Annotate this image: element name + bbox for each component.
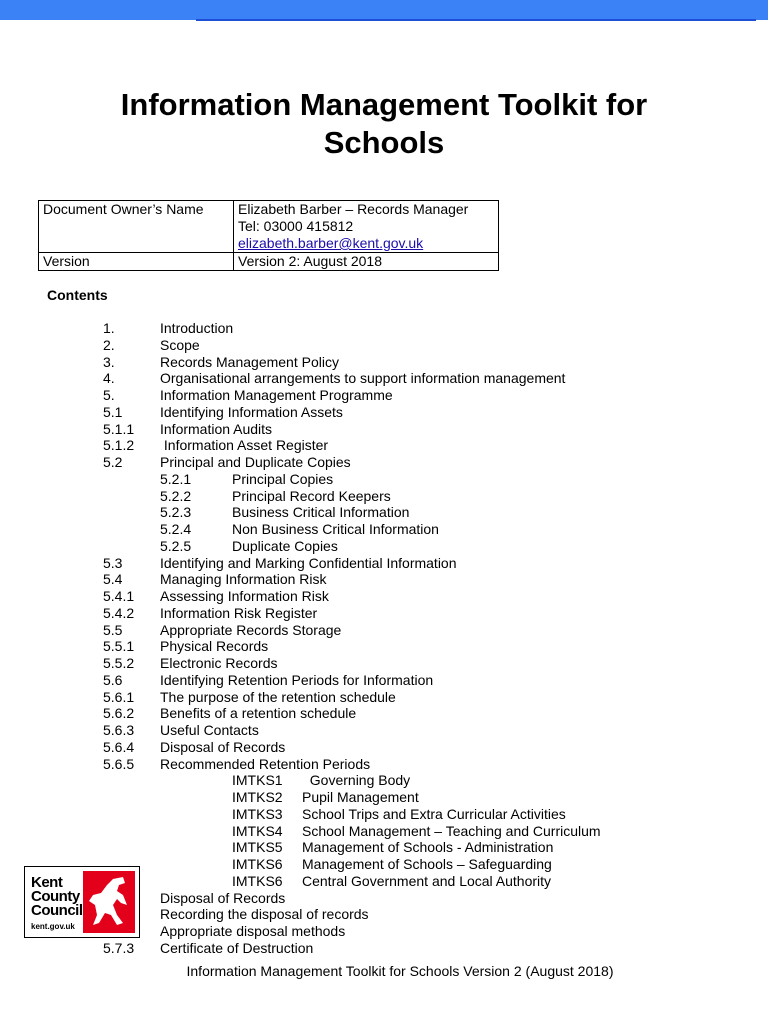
toc-entry-number: 5.2 (103, 454, 123, 470)
toc-entry-number: 5.1.1 (103, 420, 135, 437)
toc-entry-title: Electronic Records (160, 655, 278, 671)
toc-entry-title: Business Critical Information (232, 504, 410, 521)
toc-entry-number: 3. (103, 353, 115, 370)
toc-entry-title: Pupil Management (302, 789, 419, 805)
toc-entry-title: Appropriate disposal methods (160, 923, 346, 939)
toc-entry[interactable] (0, 655, 768, 672)
toc-entry-number: 5.2.4 (160, 521, 192, 537)
toc-entry-number: IMTKS1 (232, 772, 283, 789)
toc-entry-number: 5.4.2 (103, 604, 135, 621)
toc-entry[interactable] (0, 588, 768, 605)
white-horse-icon (83, 871, 135, 933)
toc-entry[interactable] (0, 705, 768, 722)
toc-entry[interactable] (0, 605, 768, 622)
toc-entry-title: Duplicate Copies (232, 537, 338, 554)
toc-entry[interactable] (0, 806, 768, 823)
toc-entry-number: 5.5 (103, 621, 123, 638)
toc-entry-number: 4. (103, 370, 115, 387)
toc-entry-title: Management of Schools – Safeguarding (302, 856, 552, 872)
toc-entry-number: 5.2.5 (160, 537, 192, 554)
owner-label-cell: Document Owner’s Name (39, 201, 234, 253)
toc-entry-title: Assessing Information Risk (160, 588, 329, 604)
contents-heading: Contents (47, 287, 108, 303)
toc-entry-number: 5.6.1 (103, 688, 135, 705)
toc-entry[interactable] (0, 504, 768, 521)
toc-entry-title: Information Management Programme (160, 387, 393, 403)
kent-county-council-logo (24, 866, 140, 938)
toc-entry-title: Principal Copies (232, 470, 334, 487)
toc-entry-number: 5.2.3 (160, 504, 192, 521)
toc-entry-number: IMTKS2 (232, 789, 283, 805)
toc-entry-title: Central Government and Local Authority (302, 872, 552, 889)
toc-entry-number: 5.4 (103, 571, 123, 588)
owner-value-cell (234, 201, 499, 253)
toc-entry[interactable] (0, 823, 768, 840)
toc-entry-number: 5.1 (103, 403, 123, 420)
toc-entry-number: 5.5.2 (103, 655, 135, 671)
toc-entry[interactable] (0, 739, 768, 756)
toc-entry[interactable] (0, 638, 768, 655)
document-owner-table (38, 200, 499, 271)
logo-name: Kent County Council (31, 874, 83, 919)
toc-entry[interactable] (0, 722, 768, 739)
toc-entry-title: Recommended Retention Periods (160, 755, 371, 772)
owner-phone-line: Tel: 03000 415812 (238, 218, 354, 234)
toc-entry-number: 5.1.2 (103, 437, 135, 454)
toc-entry-title: Physical Records (160, 638, 269, 655)
toc-entry[interactable] (0, 839, 768, 856)
toc-entry-number: 1. (103, 320, 115, 336)
toc-entry-number: IMTKS6 (232, 872, 283, 889)
toc-entry-number: 2. (103, 336, 115, 353)
document-title: Information Management Toolkit for Schools (120, 87, 648, 160)
owner-name-line: Elizabeth Barber – Records Manager (238, 201, 469, 217)
toc-entry[interactable] (0, 521, 768, 538)
toc-entry-title: Information Asset Register (160, 437, 329, 454)
toc-entry[interactable] (0, 789, 768, 806)
toc-entry[interactable] (0, 354, 768, 371)
toc-entry-number: 5.7.3 (103, 939, 135, 956)
toc-entry-title: Organisational arrangements to support information management (160, 370, 566, 387)
toc-entry-title: Identifying Information Assets (160, 403, 343, 420)
version-value-cell: Version 2: August 2018 (234, 253, 499, 271)
toc-entry-title: Disposal of Records (160, 889, 286, 906)
toc-entry[interactable] (0, 337, 768, 354)
toc-entry-title: Managing Information Risk (160, 571, 327, 588)
toc-entry-number: 5.4.1 (103, 588, 135, 604)
toc-entry-number: IMTKS6 (232, 856, 283, 872)
toc-entry-title: Benefits of a retention schedule (160, 705, 357, 722)
toc-entry[interactable] (0, 404, 768, 421)
toc-entry-number: IMTKS3 (232, 805, 283, 822)
table-of-contents (0, 320, 768, 957)
page-footer: Information Management Toolkit for Schools Version 2 (August 2018) (186, 963, 614, 979)
toc-entry-number: 5.3 (103, 554, 123, 571)
toc-entry-title: Recording the disposal of records (160, 906, 369, 923)
viewer-top-bar-accent (196, 19, 756, 21)
toc-entry-number: 5. (103, 387, 115, 403)
toc-entry[interactable] (0, 437, 768, 454)
toc-entry-title: Principal and Duplicate Copies (160, 454, 351, 470)
owner-email-link[interactable]: elizabeth.barber@kent.gov.uk (238, 235, 424, 251)
version-row (39, 253, 499, 271)
toc-entry-number: 5.6.2 (103, 705, 135, 722)
toc-entry-number: IMTKS5 (232, 839, 283, 856)
toc-entry-title: Records Management Policy (160, 353, 339, 370)
toc-entry[interactable] (0, 555, 768, 572)
toc-entry[interactable] (0, 756, 768, 773)
toc-entry[interactable] (0, 488, 768, 505)
toc-entry-title: Disposal of Records (160, 738, 286, 755)
toc-entry-title: Useful Contacts (160, 722, 259, 738)
toc-entry[interactable] (0, 538, 768, 555)
toc-entry-number: IMTKS4 (232, 822, 283, 839)
toc-entry-title: Scope (160, 336, 200, 353)
toc-entry[interactable] (0, 940, 768, 957)
toc-entry[interactable] (0, 320, 768, 337)
toc-entry[interactable] (0, 772, 768, 789)
toc-entry-title: Identifying Retention Periods for Information (160, 671, 434, 688)
toc-entry[interactable] (0, 370, 768, 387)
toc-entry[interactable] (0, 421, 768, 438)
logo-website: kent.gov.uk (31, 922, 75, 931)
toc-entry[interactable] (0, 471, 768, 488)
toc-entry[interactable] (0, 387, 768, 404)
toc-entry[interactable] (0, 689, 768, 706)
toc-entry-number: 5.2.1 (160, 470, 192, 487)
toc-entry[interactable] (0, 622, 768, 639)
toc-entry-title: The purpose of the retention schedule (160, 688, 396, 705)
toc-entry-title: Governing Body (302, 772, 411, 789)
toc-entry-title: Introduction (160, 320, 234, 336)
toc-entry-title: Appropriate Records Storage (160, 621, 342, 638)
toc-entry[interactable] (0, 571, 768, 588)
toc-entry-number: 5.6.4 (103, 738, 135, 755)
toc-entry-title: Identifying and Marking Confidential Information (160, 554, 457, 571)
toc-entry-number: 5.2.2 (160, 487, 192, 504)
toc-entry-title: Certificate of Destruction (160, 939, 314, 956)
toc-entry-title: School Trips and Extra Curricular Activities (302, 805, 566, 822)
viewer-top-bar (0, 0, 768, 20)
toc-entry[interactable] (0, 672, 768, 689)
toc-entry-title: Management of Schools - Administration (302, 839, 554, 856)
toc-entry-title: School Management – Teaching and Curriculum (302, 822, 601, 839)
toc-entry-number: 5.5.1 (103, 638, 135, 655)
toc-entry-number: 5.6.5 (103, 755, 135, 772)
toc-entry-title: Principal Record Keepers (232, 487, 391, 504)
toc-entry-number: 5.6.3 (103, 722, 135, 738)
toc-entry-title: Non Business Critical Information (232, 521, 439, 537)
toc-entry-number: 5.6 (103, 671, 123, 688)
toc-entry-title: Information Audits (160, 420, 273, 437)
owner-row (39, 201, 499, 253)
toc-entry[interactable] (0, 454, 768, 471)
version-label-cell: Version (39, 253, 234, 271)
toc-entry-title: Information Risk Register (160, 604, 318, 621)
